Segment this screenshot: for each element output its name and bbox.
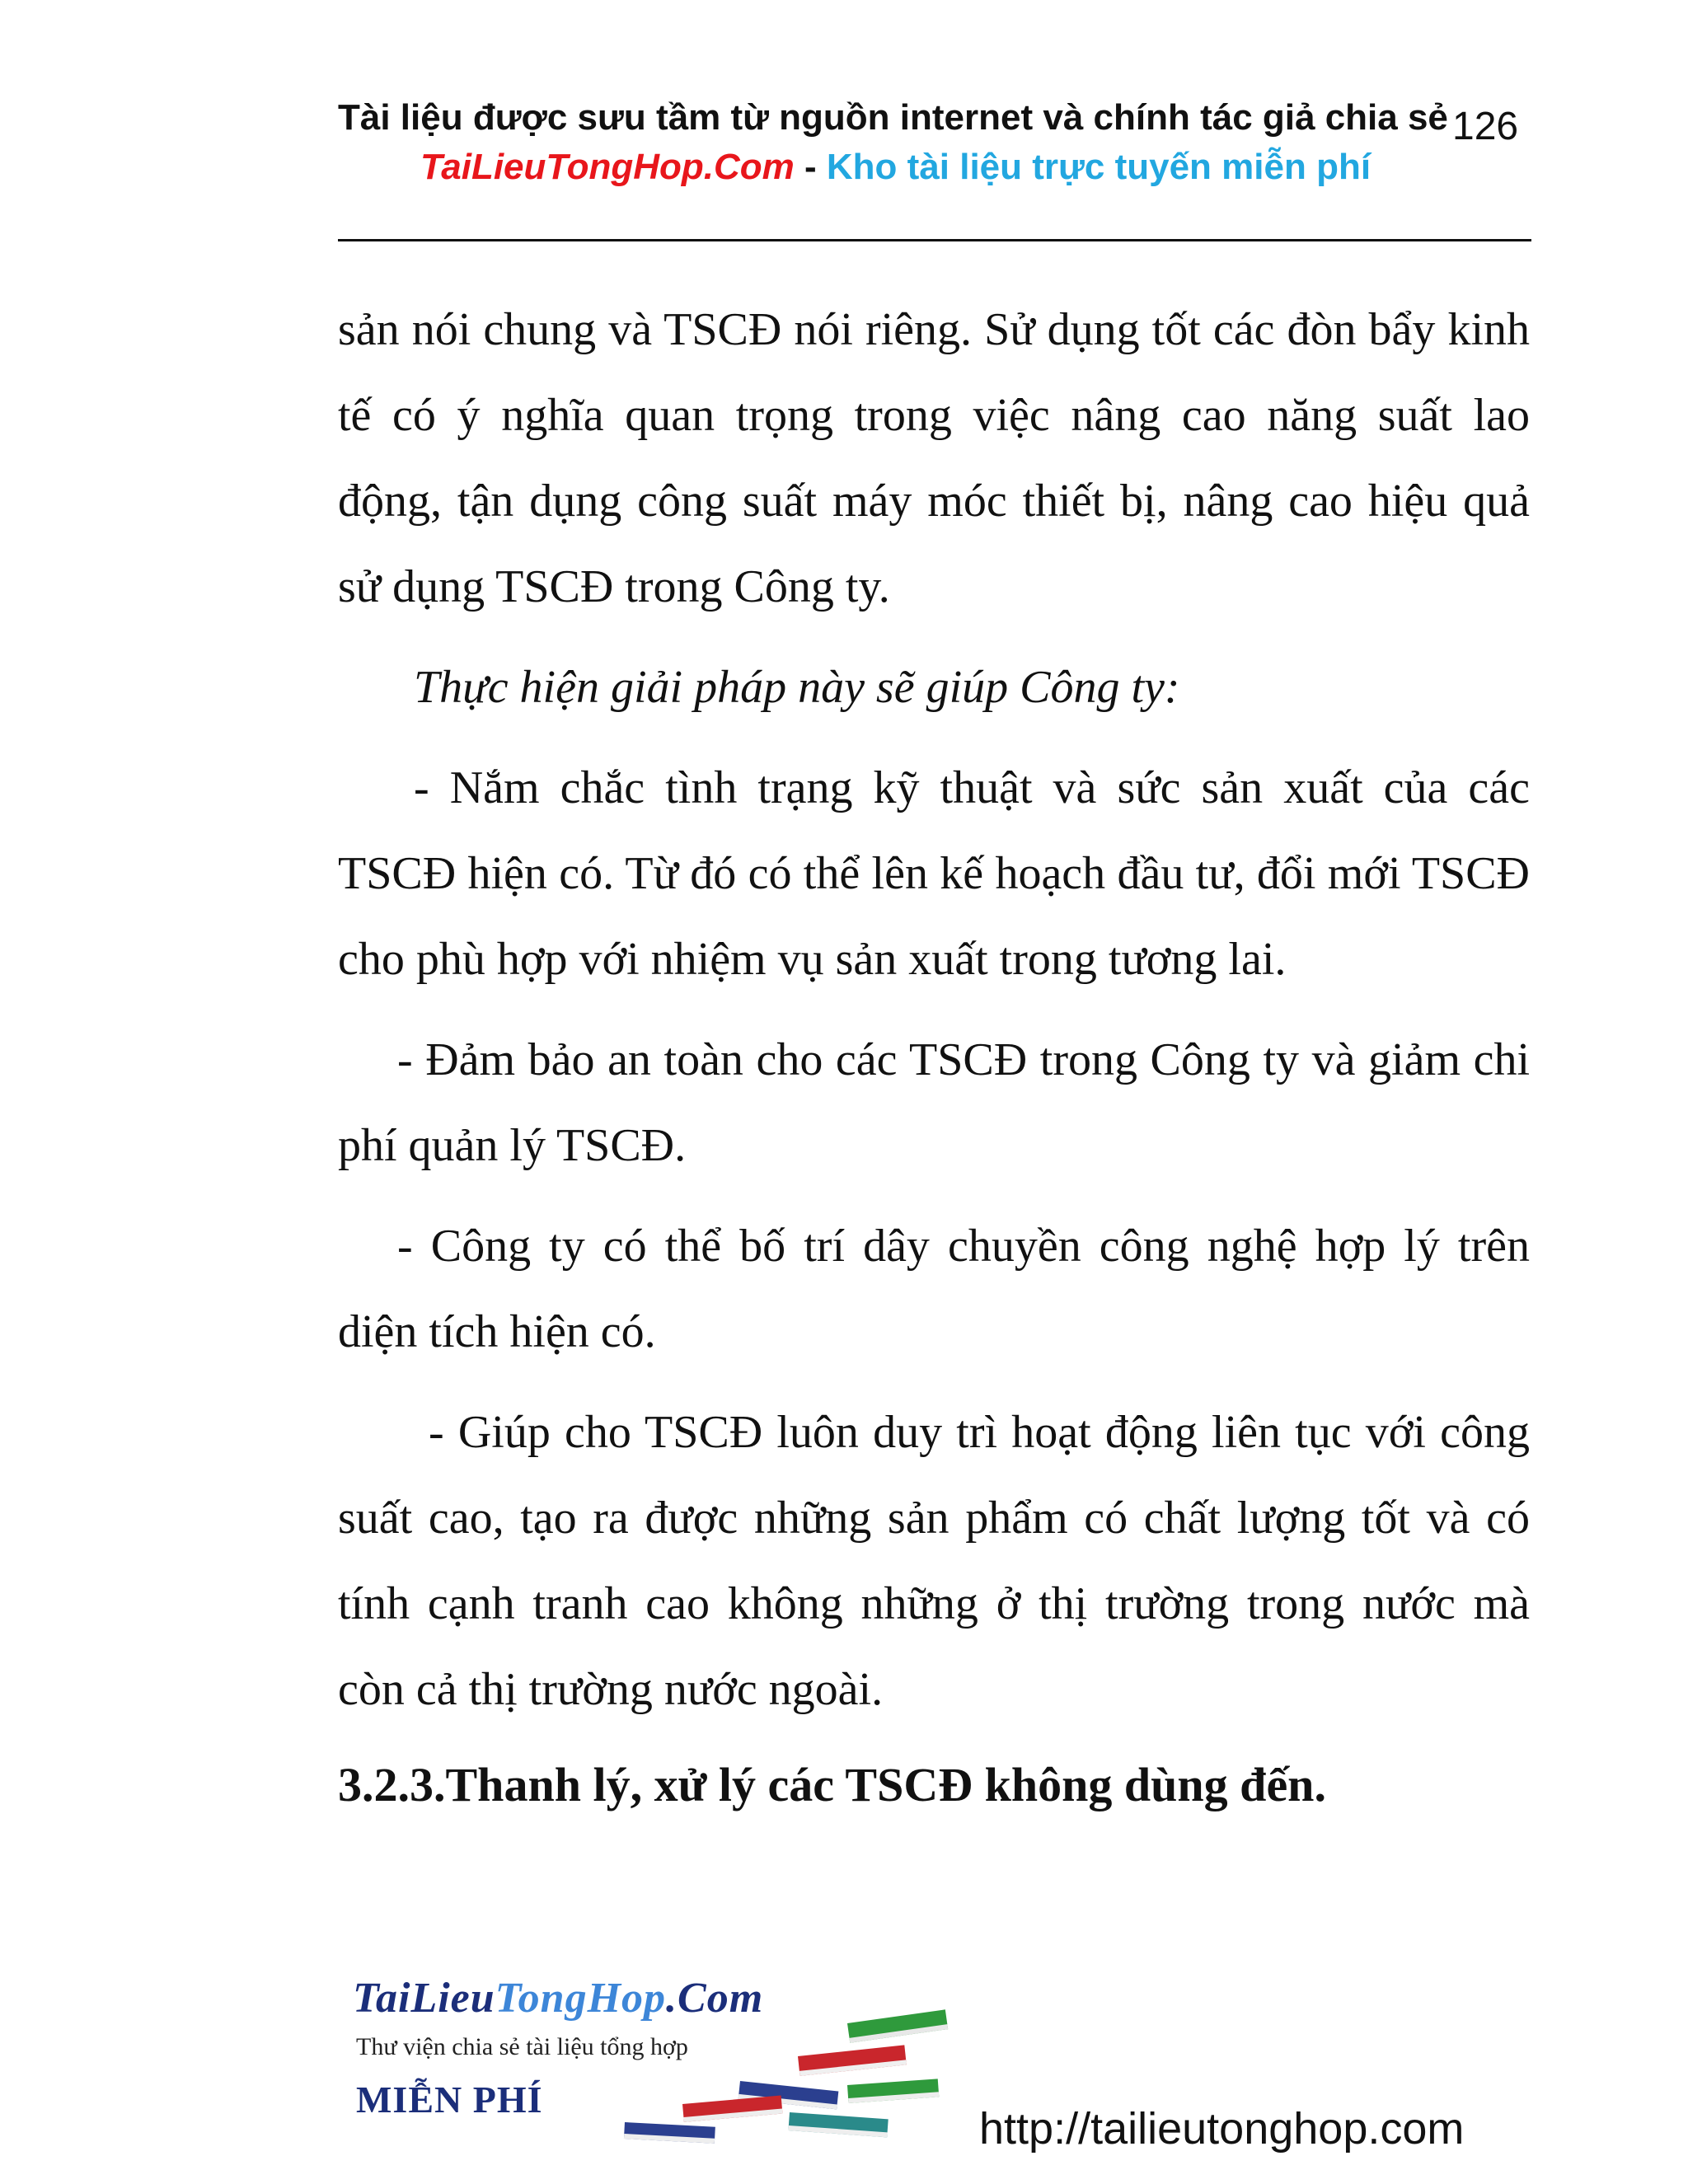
paragraph-benefits-lead: Thực hiện giải pháp này sẽ giúp Công ty: — [414, 662, 1180, 713]
header-site-name: TaiLieuTongHop.Com — [420, 147, 795, 187]
header-site-line — [420, 147, 1371, 188]
header-separator: - — [794, 147, 827, 187]
logo-title-part3: .Com — [666, 1975, 764, 2022]
header-slogan: Kho tài liệu trực tuyến miễn phí — [826, 147, 1372, 187]
logo-title-part1: TaiLieu — [353, 1975, 495, 2022]
footer-url-link[interactable]: http://tailieutonghop.com — [979, 2104, 1465, 2154]
section-heading: 3.2.3.Thanh lý, xử lý các TSCĐ không dùng đến. — [338, 1758, 1326, 1811]
paragraph-benefit-1: - Nắm chắc tình trạng kỹ thuật và sức sản xuất của các TSCĐ hiện có. Từ đó có thể lên kế hoạch đầu tư, đổi mới TSCĐ cho phù hợp với nhiệm vụ sản xuất trong tương lai. — [338, 762, 1530, 985]
page-number: 126 — [1452, 105, 1519, 148]
header-source-note: Tài liệu được sưu tầm từ nguồn internet và chính tác giả chia sẻ — [338, 97, 1448, 138]
document-body — [338, 287, 1530, 1828]
logo-free-label: MIỄN PHÍ — [356, 2079, 543, 2121]
paragraph-benefit-3: - Công ty có thể bố trí dây chuyền công nghệ hợp lý trên diện tích hiện có. — [338, 1221, 1530, 1357]
paragraph-benefit-2: - Đảm bảo an toàn cho các TSCĐ trong Công ty và giảm chi phí quản lý TSCĐ. — [338, 1034, 1530, 1171]
paragraph-intro: sản nói chung và TSCĐ nói riêng. Sử dụng tốt các đòn bẩy kinh tế có ý nghĩa quan trọng trong việc nâng cao năng suất lao động, tận dụng công suất máy móc thiết bị, nâng cao hiệu quả sử dụng TSCĐ trong Công ty. — [338, 304, 1530, 612]
logo-title-part2: TongHop — [495, 1975, 667, 2022]
site-logo — [353, 1974, 979, 2147]
header-divider — [338, 239, 1531, 241]
paragraph-benefit-4: - Giúp cho TSCĐ luôn duy trì hoạt động liên tục với công suất cao, tạo ra được những sản phẩm có chất lượng tốt và có tính cạnh tranh cao không những ở thị trường trong nước mà còn cả thị trường nước ngoài. — [338, 1407, 1530, 1715]
logo-subtitle: Thư viện chia sẻ tài liệu tổng hợp — [356, 2033, 688, 2060]
books-stack-icon — [600, 2007, 979, 2147]
